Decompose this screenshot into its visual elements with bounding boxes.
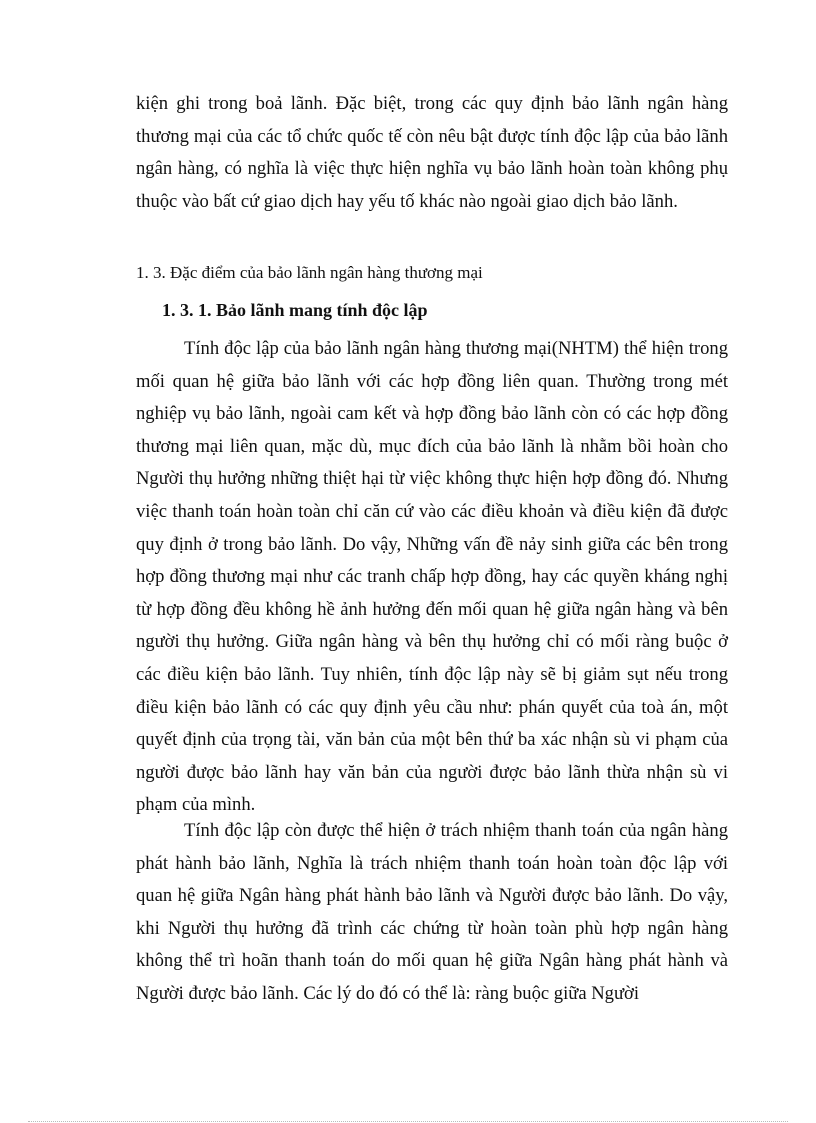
intro-paragraph: kiện ghi trong boả lãnh. Đặc biệt, trong các quy định bảo lãnh ngân hàng thương mại của các tổ chức quốc tế còn nêu bật được tính độc lập của bảo lãnh ngân hàng, có nghĩa là việc thực hiện nghĩa vụ bảo lãnh hoàn toàn không phụ thuộc vào bất cứ giao dịch hay yếu tố khác nào ngoài giao dịch bảo lãnh.: [136, 93, 728, 212]
body-paragraph-1: Tính độc lập của bảo lãnh ngân hàng thương mại(NHTM) thể hiện trong mối quan hệ giữa bảo lãnh với các hợp đồng liên quan. Thường trong mét nghiệp vụ bảo lãnh, ngoài cam kết và hợp đồng bảo lãnh còn có các hợp đồng thương mại liên quan, mặc dù, mục đích của bảo lãnh là nhằm bồi hoàn cho Người thụ hưởng những thiệt hại từ việc không thực hiện hợp đồng đó. Nhưng việc thanh toán hoàn toàn chỉ căn cứ vào các điều khoản và điều kiện đã được quy định ở trong bảo lãnh. Do vậy, Những vấn đề nảy sinh giữa các bên trong hợp đồng thương mại như các tranh chấp hợp đồng, hay các quyền kháng nghị từ hợp đồng đều không hề ảnh hưởng đến mối quan hệ giữa ngân hàng và bên người thụ hưởng. Giữa ngân hàng và bên thụ hưởng chỉ có mối ràng buộc ở các điều kiện bảo lãnh. Tuy nhiên, tính độc lập này sẽ bị giảm sụt nếu trong điều kiện bảo lãnh có các quy định yêu cầu như: phán quyết của toà án, một quyết định của trọng tài, văn bản của một bên thứ ba xác nhận sù vi phạm của người được bảo lãnh hay văn bản của người được bảo lãnh thừa nhận sù vi phạm của mình.: [136, 338, 728, 816]
body-paragraph-2: Tính độc lập còn được thể hiện ở trách nhiệm thanh toán của ngân hàng phát hành bảo lãnh, Nghĩa là trách nhiệm thanh toán hoàn toàn độc lập với quan hệ giữa Ngân hàng phát hành bảo lãnh và Người được bảo lãnh. Do vậy, khi Người thụ hưởng đã trình các chứng từ hoàn toàn phù hợp ngân hàng không thể trì hoãn thanh toán do mối quan hệ giữa Ngân hàng phát hành và Người được bảo lãnh. Các lý do đó có thể là: ràng buộc giữa Người: [136, 820, 728, 1004]
section-heading: 1. 3. Đặc điểm của bảo lãnh ngân hàng thương mại: [136, 263, 483, 282]
page-bottom-divider: [28, 1121, 788, 1122]
subsection-heading: 1. 3. 1. Bảo lãnh mang tính độc lập: [162, 300, 428, 320]
